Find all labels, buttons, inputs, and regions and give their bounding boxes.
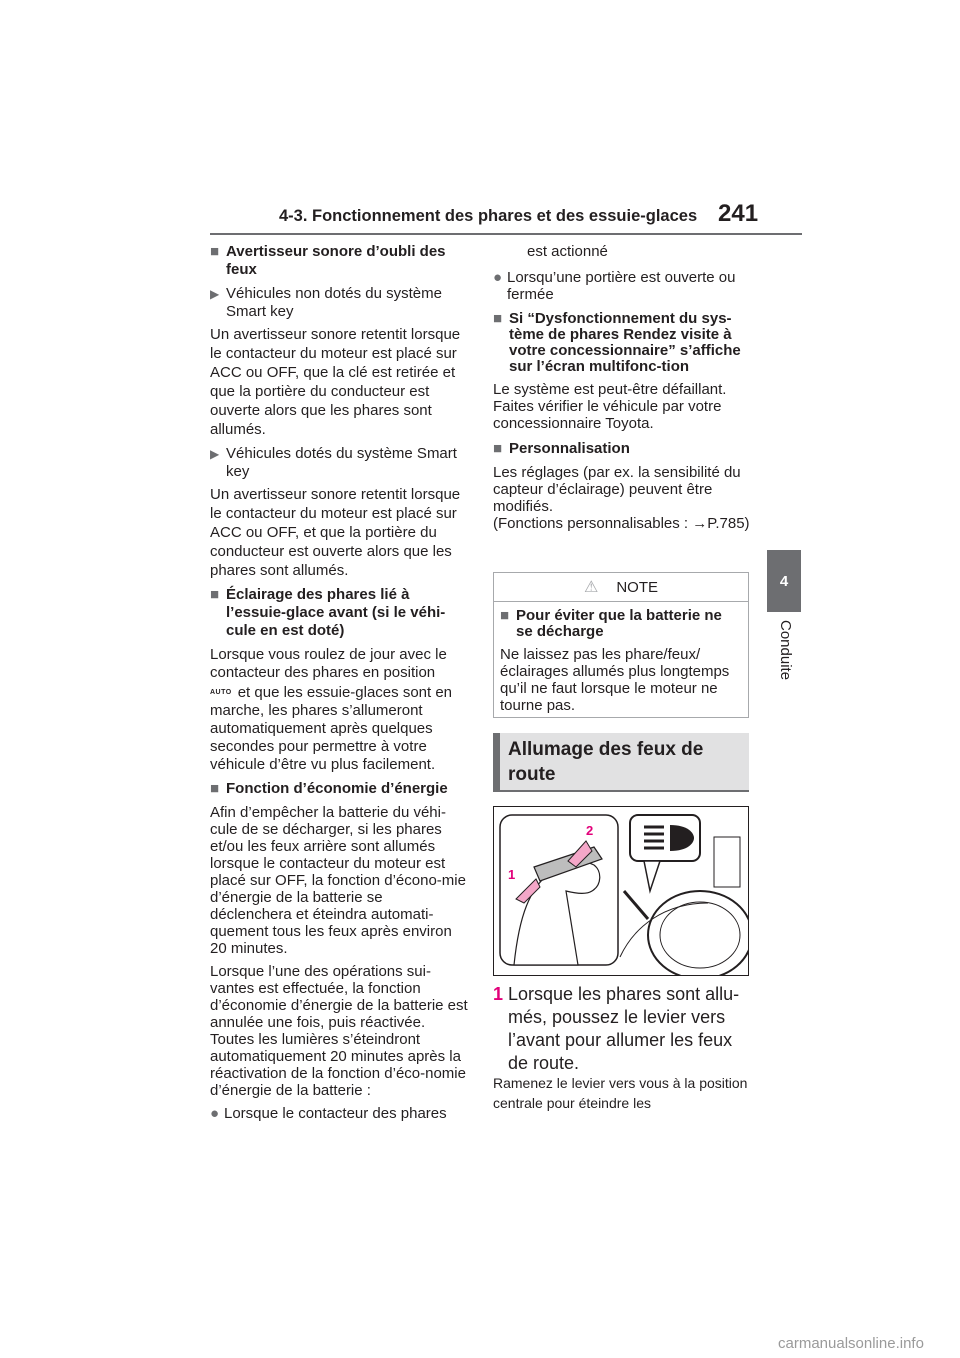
page-number: 241 <box>718 200 759 227</box>
callout-pointer <box>644 861 660 891</box>
paragraph: Lorsque l’une des opérations sui-vantes est effectuée, la fonction d’économie d’énergie de la batterie est annulée une fois, puis réactivée. Toutes les lumières s’éteindront automatiquement 20 minutes après la réactivation de la fonction d’éco-nomie d’énergie de la batterie : <box>210 963 468 1099</box>
paragraph: Un avertisseur sonore retentit lorsque le contacteur du moteur est placé sur ACC ou OFF, et que la portière du conducteur est ouverte alors que les phares sont allumés. <box>210 486 461 579</box>
figure-label-1: 1 <box>508 867 516 882</box>
circle-bullet-icon: ● <box>210 1105 220 1122</box>
subheading-text: Éclairage des phares lié à l’essuie-glace avant (si le véhi-cule en est doté) <box>226 586 446 639</box>
triangle-bullet-icon: ▶ <box>210 287 220 301</box>
cross-reference: (Fonctions personnalisables : →P.785) <box>493 515 750 532</box>
paragraph: Le système est peut-être défaillant. Faites vérifier le véhicule par votre concessionnaire Toyota. <box>493 381 727 432</box>
step-number: 1 <box>493 984 504 1004</box>
header-title: 4-3. Fonctionnement des phares et des essuie-glaces <box>279 207 698 225</box>
paragraph: Un avertisseur sonore retentit lorsque le contacteur du moteur est placé sur ACC ou OFF, que la clé est retirée et que la portière du conducteur est ouverte alors que les phares sont allumés. <box>210 326 461 438</box>
bullet-item <box>210 1105 468 1123</box>
condition-item <box>210 445 468 481</box>
subheading <box>493 440 751 458</box>
section-heading: Allumage des feux de route <box>493 733 749 791</box>
right-column <box>493 243 751 538</box>
paragraph-text: et que les essuie-glaces sont en marche, les phares s’allumeront automatiquement après quelques secondes pour permettre à votre véhicule d’être vu plus facilement. <box>210 684 453 773</box>
note-header <box>494 573 748 602</box>
watermark: carmanualsonline.info <box>778 1335 924 1352</box>
step-text: Lorsque les phares sont allu-més, poussez le levier vers l’avant pour allumer les feux de route. <box>508 984 740 1073</box>
note-label: NOTE <box>616 578 658 596</box>
condition-text: Véhicules dotés du système Smart key <box>226 445 457 480</box>
left-column <box>210 243 468 1127</box>
triangle-bullet-icon: ▶ <box>210 447 220 461</box>
lever-drawing <box>494 807 749 976</box>
step-note: Ramenez le levier vers vous à la position centrale pour éteindre les <box>493 1075 748 1111</box>
square-bullet-icon: ■ <box>210 586 220 603</box>
condition-text: Véhicules non dotés du système Smart key <box>226 285 442 320</box>
subheading-text: Personnalisation <box>509 440 630 457</box>
steering-wheel-inner <box>660 902 740 968</box>
subheading <box>210 243 468 279</box>
chapter-label: Conduite <box>777 620 794 681</box>
note-text: Ne laissez pas les phare/feux/éclairages allumés plus longtemps qu’il ne faut lorsque le moteur ne tourne pas. <box>500 646 730 714</box>
center-display <box>714 837 740 887</box>
headlight-lever-illustration <box>493 806 749 976</box>
chapter-tab <box>767 550 801 612</box>
section-rule <box>493 790 749 792</box>
subheading-text: Avertisseur sonore d’oubli des feux <box>226 243 446 278</box>
bullet-text: Lorsque le contacteur des phares <box>224 1105 447 1122</box>
bullet-text: Lorsqu’une portière est ouverte ou fermée <box>507 269 736 303</box>
paragraph: Afin d’empêcher la batterie du véhi-cule de se décharger, si les phares et/ou les feux arrière sont allumés lorsque le contacteur du moteur est placé sur OFF, la fonction d’écono-mie d’énergie de la batterie se déclenchera et éteindra automati-quement tous les feux après environ 20 minutes. <box>210 804 466 957</box>
subheading-text: Fonction d’économie d’énergie <box>226 780 448 797</box>
step-item <box>493 983 755 1075</box>
lever-small <box>624 891 648 919</box>
square-bullet-icon: ■ <box>493 310 503 327</box>
subheading <box>493 311 751 375</box>
note-subheading <box>500 608 742 640</box>
square-bullet-icon: ■ <box>210 780 220 797</box>
bullet-continuation: est actionné <box>527 243 608 260</box>
note-subheading-text: Pour éviter que la batterie ne se décharge <box>516 607 722 640</box>
note-box <box>493 572 749 718</box>
paragraph: Lorsque vous roulez de jour avec le contacteur des phares en position <box>210 646 447 681</box>
subheading-text: Si “Dysfonctionnement du sys-tème de phares Rendez visite à votre concessionnaire” s’affiche sur l’écran multifonc-tion <box>509 310 741 375</box>
square-bullet-icon: ■ <box>210 243 220 260</box>
figure-label-2: 2 <box>586 823 594 838</box>
square-bullet-icon: ■ <box>500 607 510 624</box>
square-bullet-icon: ■ <box>493 440 503 457</box>
chapter-number: 4 <box>779 572 789 590</box>
condition-item <box>210 285 468 321</box>
subheading <box>210 586 468 640</box>
note-body <box>494 602 748 714</box>
bullet-item <box>493 269 751 303</box>
circle-bullet-icon: ● <box>493 269 503 286</box>
auto-symbol: AUTO <box>210 689 232 696</box>
paragraph: Les réglages (par ex. la sensibilité du capteur d’éclairage) peuvent être modifiés. <box>493 464 741 515</box>
header-rule <box>210 233 802 235</box>
warning-triangle-icon: ⚠ <box>583 579 599 596</box>
subheading <box>210 780 468 798</box>
paragraph <box>210 684 468 774</box>
